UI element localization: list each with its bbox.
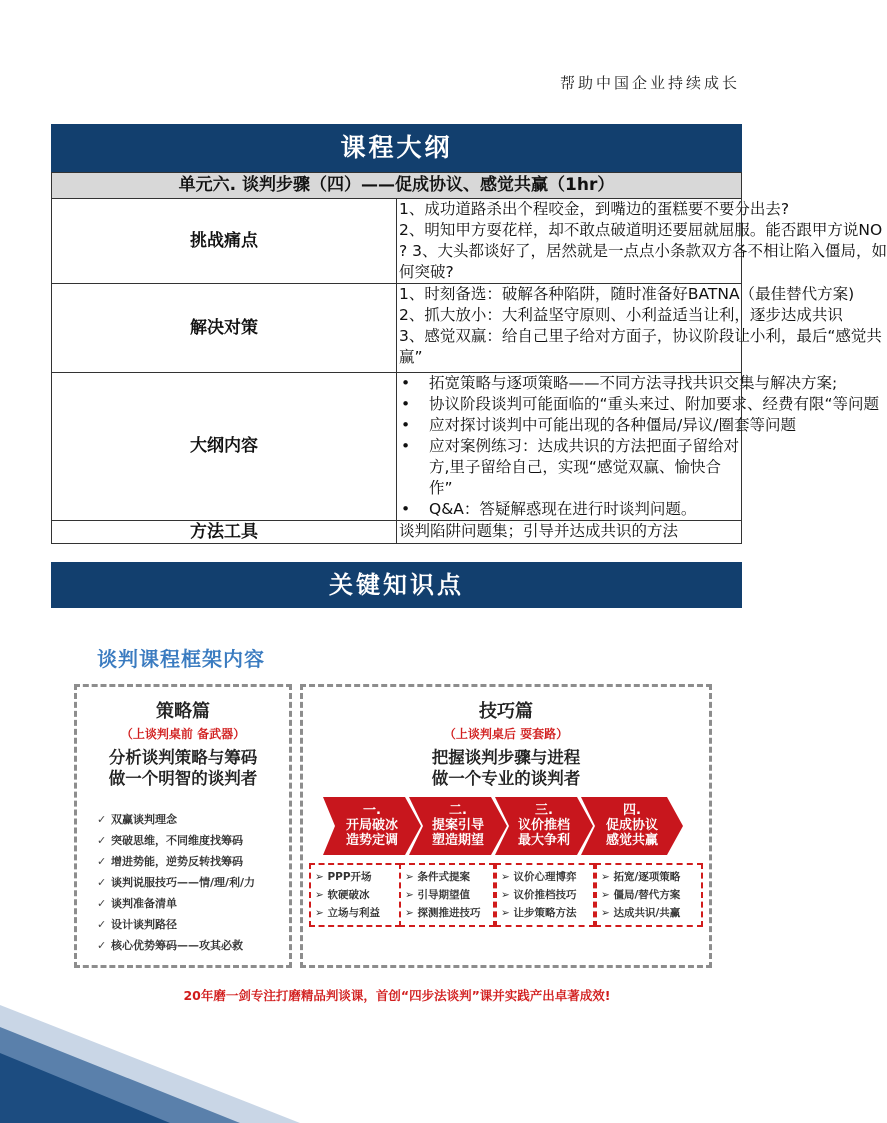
check-icon: ✓ <box>97 939 107 952</box>
skills-heading: 技巧篇 <box>479 701 533 722</box>
step-detail-box-2 <box>399 863 495 927</box>
list-item: ➢ 立场与利益 <box>315 907 380 919</box>
bullet-icon: • <box>401 500 411 518</box>
list-item: ✓ 核心优势筹码——攻其必救 <box>97 935 255 956</box>
list-item: ✓ 增进势能，逆势反转找筹码 <box>97 851 255 872</box>
step-detail-box-4 <box>595 863 703 927</box>
list-item: ✓ 突破思维，不同维度找筹码 <box>97 830 255 851</box>
list-item: ➢ 拓宽/逐项策略 <box>601 871 681 883</box>
content-bullet: • 应对探讨谈判中可能出现的各种僵局/异议/圈套等问题 <box>401 416 796 434</box>
check-icon: ✓ <box>97 834 107 847</box>
list-item: ➢ 探测推进技巧 <box>405 907 481 919</box>
bullet-icon: • <box>401 395 411 413</box>
arrow-icon: ➢ <box>601 907 610 919</box>
solution-line: 赢” <box>399 348 423 366</box>
challenge-line: 2、明知甲方耍花样，却不敢点破道明还要屈就屈服。能否跟甲方说NO <box>399 221 883 239</box>
list-item: ➢ 条件式提案 <box>405 871 470 883</box>
row-label-challenges: 挑战痛点 <box>52 199 397 284</box>
check-icon: ✓ <box>97 897 107 910</box>
row-label-tools: 方法工具 <box>52 521 397 544</box>
company-tagline: 帮助中国企业持续成长 <box>559 74 740 92</box>
list-item: ✓ 谈判准备清单 <box>97 893 255 914</box>
row-label-content: 大纲内容 <box>52 373 397 521</box>
arrow-icon: ➢ <box>601 871 610 883</box>
arrow-icon: ➢ <box>315 907 324 919</box>
solutions-cell <box>397 284 882 373</box>
arrow-icon: ➢ <box>405 889 414 901</box>
strategy-panel <box>74 684 292 968</box>
unit-title: 单元六. 谈判步骤（四）——促成协议、感觉共赢（1hr） <box>52 173 742 199</box>
key-knowledge-banner: 关键知识点 <box>51 562 742 608</box>
step-chevron-1: 一. 开局破冰 造势定调 <box>323 797 421 855</box>
content-bullet: • 应对案例练习：达成共识的方法把面子留给对方,里子留给自己，实现“感觉双赢、愉快合作” <box>401 437 740 497</box>
check-icon: ✓ <box>97 813 107 826</box>
challenge-line: ? 3、大头都谈好了，居然就是一点点小条款双方各不相让陷入僵局，如 <box>399 242 887 260</box>
step-chevron-2: 二. 提案引导 塑造期望 <box>409 797 507 855</box>
arrow-icon: ➢ <box>501 889 510 901</box>
list-item: ➢ 引导期望值 <box>405 889 470 901</box>
step-chevron-4: 四. 促成协议 感觉共赢 <box>581 797 683 855</box>
list-item: ➢ 让步策略方法 <box>501 907 577 919</box>
step-detail-box-3 <box>495 863 595 927</box>
content-bullet: • 协议阶段谈判可能面临的“重头来过、附加要求、经费有限“等问题 <box>401 395 880 413</box>
arrow-icon: ➢ <box>501 871 510 883</box>
check-icon: ✓ <box>97 918 107 931</box>
challenge-line: 1、成功道路杀出个程咬金，到嘴边的蛋糕要不要分出去? <box>399 200 790 218</box>
course-outline-table <box>51 172 887 544</box>
content-cell <box>397 373 880 521</box>
solution-line: 3、感觉双赢：给自己里子给对方面子，协议阶段让小利，最后“感觉共 <box>399 327 882 345</box>
bullet-icon: • <box>401 416 411 434</box>
check-icon: ✓ <box>97 855 107 868</box>
framework-title: 谈判课程框架内容 <box>97 647 265 671</box>
challenge-line: 何突破? <box>399 263 454 281</box>
arrow-icon: ➢ <box>315 889 324 901</box>
strategy-heading: 策略篇 <box>156 701 210 722</box>
content-bullet: • 拓宽策略与逐项策略——不同方法寻找共识交集与解决方案; <box>401 374 838 392</box>
content-bullet: • Q&A：答疑解惑现在进行时谈判问题。 <box>401 500 697 518</box>
framework-slogan: 20年磨一剑专注打磨精品判谈课，首创“四步法谈判”课并实践产出卓著成效! <box>183 988 611 1003</box>
check-icon: ✓ <box>97 876 107 889</box>
list-item: ➢ 达成共识/共赢 <box>601 907 681 919</box>
solution-line: 1、时刻备选：破解各种陷阱，随时准备好BATNA（最佳替代方案) <box>399 285 855 303</box>
solution-line: 2、抓大放小：大利益坚守原则、小利益适当让利，逐步达成共识 <box>399 306 843 324</box>
skills-tagline: 把握谈判步骤与进程 做一个专业的谈判者 <box>431 748 581 788</box>
step-chevron-3: 三. 议价推档 最大争利 <box>495 797 593 855</box>
challenges-cell <box>397 199 887 284</box>
arrow-icon: ➢ <box>405 907 414 919</box>
skills-subtitle: （上谈判桌后 耍套路） <box>443 727 569 741</box>
bullet-icon: • <box>401 437 411 455</box>
tools-line: 谈判陷阱问题集；引导并达成共识的方法 <box>399 522 679 540</box>
strategy-tagline: 分析谈判策略与筹码 做一个明智的谈判者 <box>108 748 258 788</box>
corner-decoration <box>0 1005 300 1123</box>
arrow-icon: ➢ <box>315 871 324 883</box>
arrow-icon: ➢ <box>501 907 510 919</box>
arrow-icon: ➢ <box>405 871 414 883</box>
list-item: ✓ 设计谈判路径 <box>97 914 255 935</box>
list-item: ✓ 双赢谈判理念 <box>97 809 255 830</box>
step-detail-box-1 <box>309 863 401 927</box>
strategy-subtitle: （上谈判桌前 备武器） <box>120 727 246 741</box>
list-item: ➢ 僵局/替代方案 <box>601 889 681 901</box>
list-item: ➢ PPP开场 <box>315 871 372 883</box>
list-item: ➢ 软硬破冰 <box>315 889 370 901</box>
list-item: ✓ 谈判说服技巧——情/理/利/力 <box>97 872 255 893</box>
strategy-list <box>97 809 255 956</box>
skills-panel <box>300 684 712 968</box>
arrow-icon: ➢ <box>601 889 610 901</box>
bullet-icon: • <box>401 374 411 392</box>
course-outline-banner: 课程大纲 <box>51 124 742 172</box>
list-item: ➢ 议价推档技巧 <box>501 889 577 901</box>
row-label-solutions: 解决对策 <box>52 284 397 373</box>
tools-cell <box>397 521 742 544</box>
list-item: ➢ 议价心理博弈 <box>501 871 577 883</box>
